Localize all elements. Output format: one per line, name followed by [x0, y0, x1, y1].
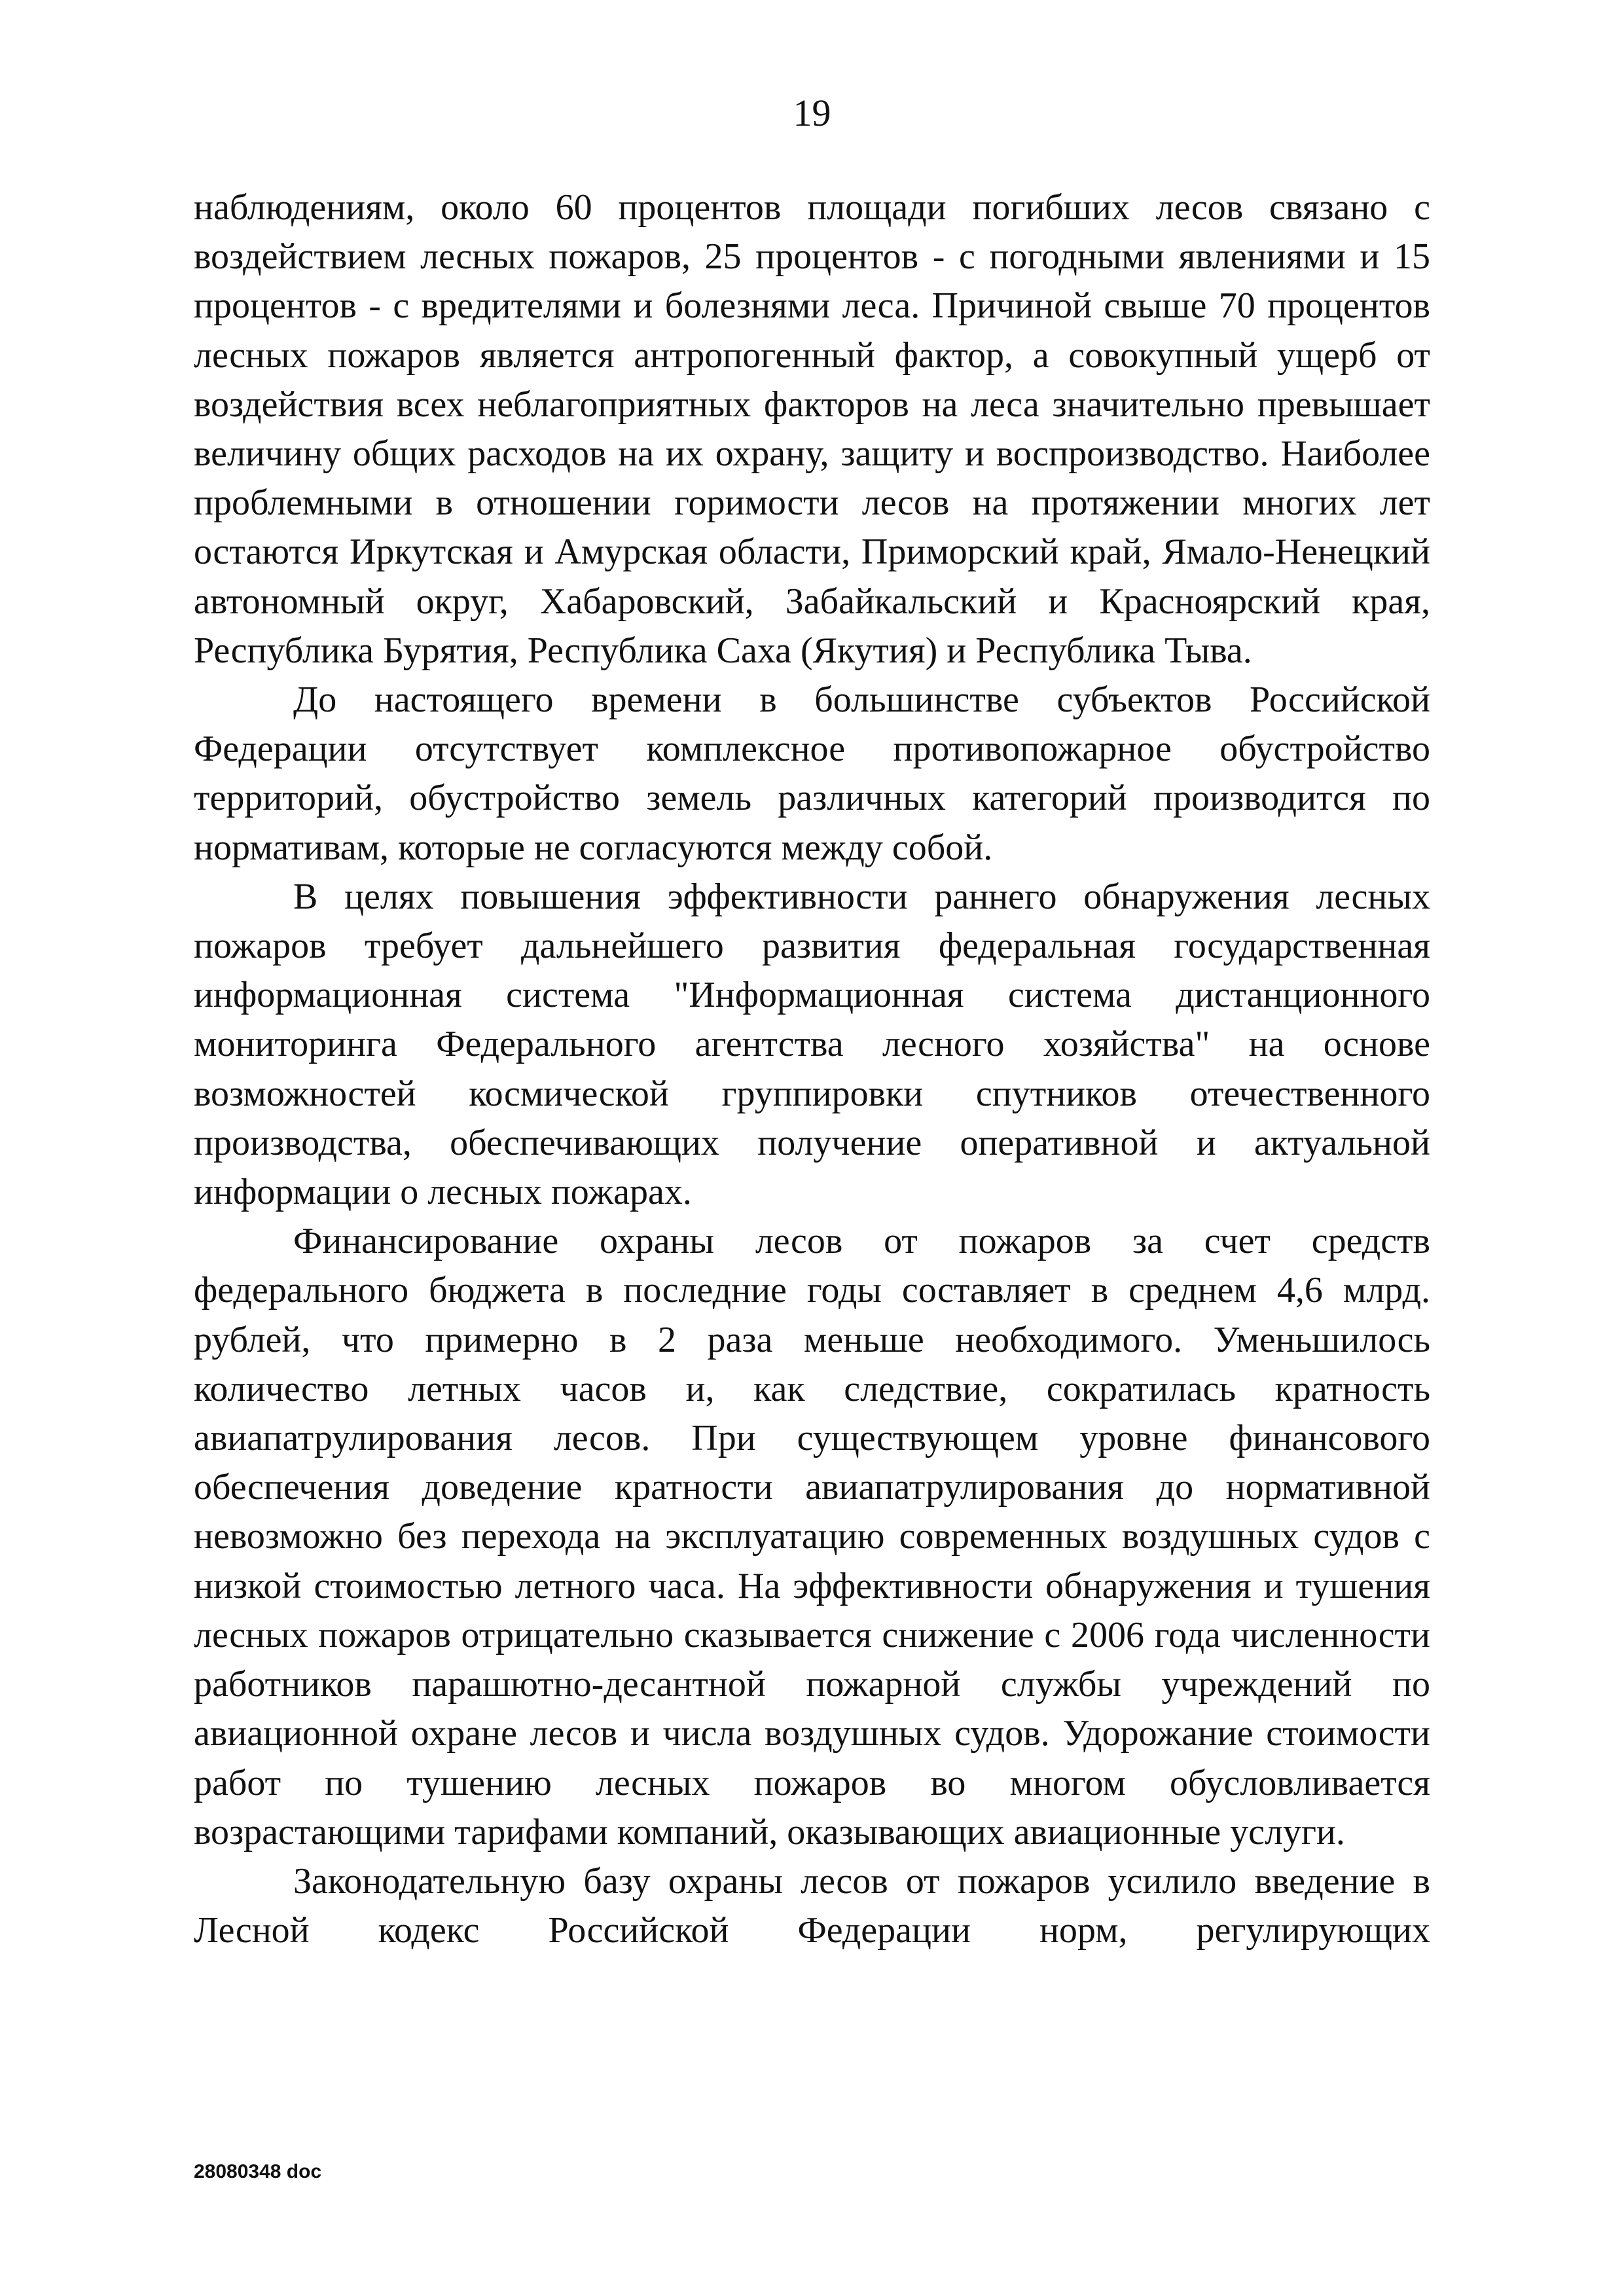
paragraph: Финансирование охраны лесов от пожаров за счет средств федерального бюджета в последние годы составляет в среднем 4,6 млрд. рублей, что примерно в 2 раза меньше необходимого. Уменьшилось количество летных часов и, как следствие, сократилась кратность авиапатрулирования лесов. При существующем уровне финансового обеспечения доведение кратности авиапатрулирования до нормативной невозможно без перехода на эксплуатацию современных воздушных судов с низкой стоимостью летного часа. На эффективности обнаружения и тушения лесных пожаров отрицательно сказывается снижение с 2006 года численности работников парашютно-десантной пожарной службы учреждений по авиационной охране лесов и числа воздушных судов. Удорожание стоимости работ по тушению лесных пожаров во многом обусловливается возрастающими тарифами компаний, оказывающих авиационные услуги. — [194, 1221, 1430, 1852]
document-code: 28080348 doc — [194, 2161, 322, 2182]
paragraph-continuation: наблюдениям, около 60 процентов площади погибших лесов связано с воздействием лесных пожаров, 25 процентов - с погодными явлениями и 15 процентов - с вредителями и болезнями леса. Причиной свыше 70 процентов лесных пожаров является антропогенный фактор, а совокупный ущерб от воздействия всех неблагоприятных факторов на леса значительно превышает величину общих расходов на их охрану, защиту и воспроизводство. Наиболее проблемными в отношении горимости лесов на протяжении многих лет остаются Иркутская и Амурская области, Приморский край, Ямало-Ненецкий автономный округ, Хабаровский, Забайкальский и Красноярский края, Республика Бурятия, Республика Саха (Якутия) и Республика Тыва. — [194, 187, 1430, 671]
page-number: 19 — [793, 92, 831, 134]
paragraph: В целях повышения эффективности раннего обнаружения лесных пожаров требует дальнейшего развития федеральная государственная информационная система "Информационная система дистанционного мониторинга Федерального агентства лесного хозяйства" на основе возможностей космической группировки спутников отечественного производства, обеспечивающих получение оперативной и актуальной информации о лесных пожарах. — [194, 876, 1430, 1213]
paragraph: До настоящего времени в большинстве субъектов Российской Федерации отсутствует комплексное противопожарное обустройство территорий, обустройство земель различных категорий производится по нормативам, которые не согласуются между собой. — [194, 679, 1430, 868]
document-body — [194, 183, 1430, 1955]
paragraph-continued: Законодательную базу охраны лесов от пожаров усилило введение в Лесной кодекс Российской Федерации норм, регулирующих — [194, 1860, 1430, 1951]
